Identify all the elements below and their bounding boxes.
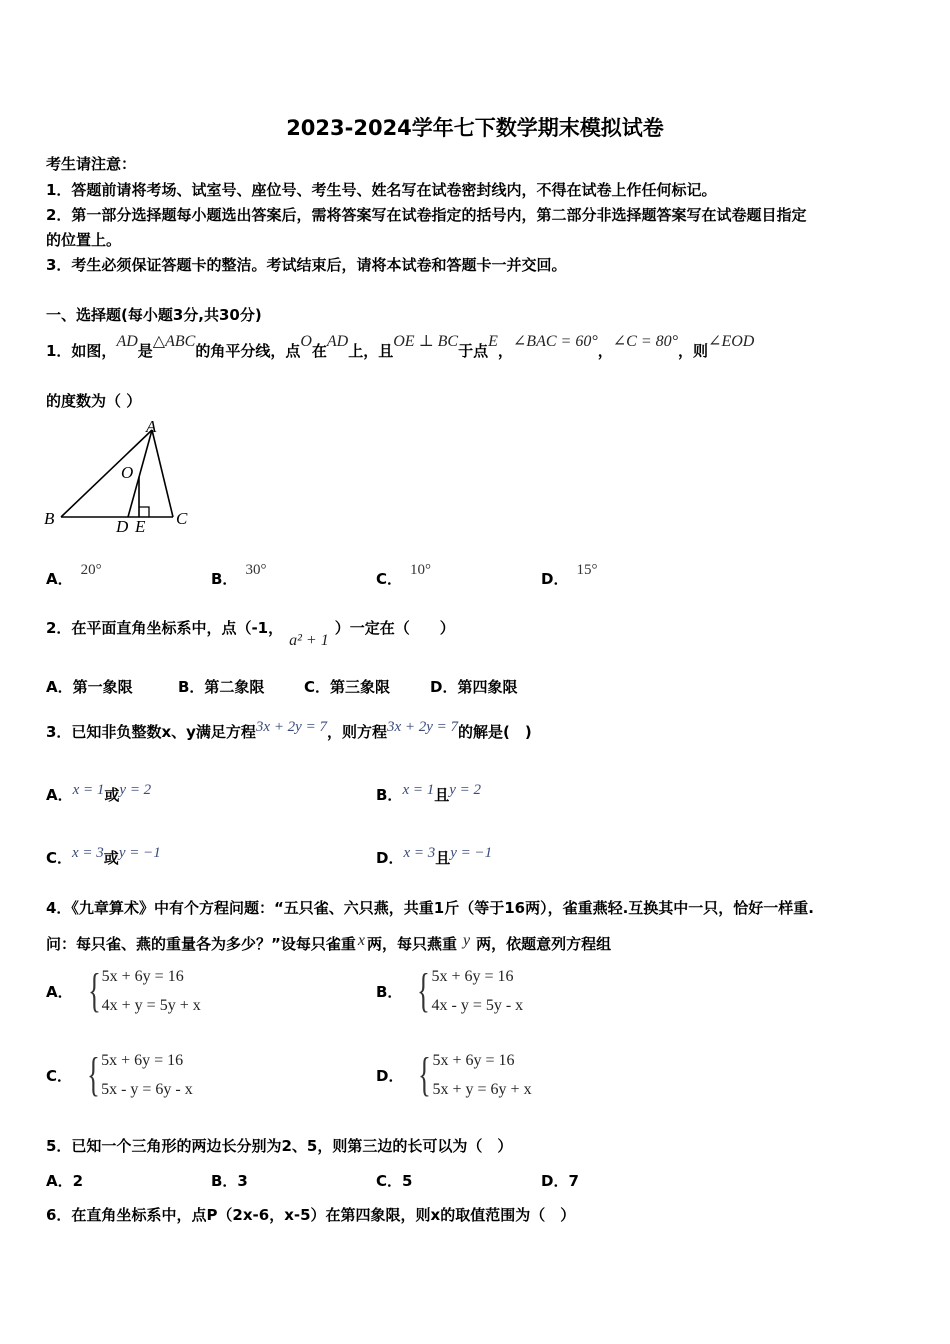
- label-a: A: [146, 418, 157, 436]
- q1-option-d[interactable]: D． 15°: [541, 562, 598, 588]
- q4-option-b[interactable]: B． { 5x + 6y = 16 4x - y = 5y - x: [376, 964, 524, 1017]
- q2-stem: 2．在平面直角坐标系中，点（-1，a² + 1）一定在（ ）: [46, 619, 455, 649]
- right-angle-mark: [139, 507, 149, 517]
- label-e: E: [135, 517, 146, 536]
- label-d: D: [116, 517, 129, 536]
- q3-option-d[interactable]: D．x = 3且y = −1: [376, 845, 493, 867]
- q3-option-a[interactable]: A．x = 1或y = 2: [46, 782, 152, 804]
- q2-option-b[interactable]: B．第二象限: [178, 678, 265, 696]
- q4-stem-line2: 问：每只雀、燕的重量各为多少？”设每只雀重 x 两，每只燕重 y 两，依题意列方程组: [46, 932, 612, 953]
- label-b: B: [44, 509, 55, 528]
- q2-option-a[interactable]: A．第一象限: [46, 678, 133, 696]
- q1-option-b[interactable]: B． 30°: [211, 562, 267, 588]
- q1-stem: 1．如图，AD是△ABC的角平分线，点O在AD上，且OE ⊥ BC于点E，∠BAC = 60°，∠C = 80°，则∠EOD: [46, 333, 755, 360]
- q4-option-d[interactable]: D． { 5x + 6y = 16 5x + y = 6y + x: [376, 1048, 532, 1101]
- q2-option-d[interactable]: D．第四象限: [430, 678, 518, 696]
- q5-option-d[interactable]: D．7: [541, 1172, 579, 1190]
- notice-header: 考生请注意：: [46, 155, 137, 173]
- q5-option-c[interactable]: C．5: [376, 1172, 413, 1190]
- label-o: O: [121, 463, 134, 482]
- q6-stem: 6．在直角坐标系中，点P（2x-6，x-5）在第四象限，则x的取值范围为（ ）: [46, 1206, 576, 1224]
- q5-stem: 5．已知一个三角形的两边长分别为2、5，则第三边的长可以为（ ）: [46, 1137, 513, 1155]
- q1-option-a[interactable]: A． 20°: [46, 562, 102, 588]
- notice-line-1: 1．答题前请将考场、试室号、座位号、考生号、姓名写在试卷密封线内，不得在试卷上作任何标记。: [46, 181, 717, 199]
- notice-line-2a: 2．第一部分选择题每小题选出答案后，需将答案写在试卷指定的括号内，第二部分非选择题答案写在试卷题目指定: [46, 206, 807, 224]
- q1-triangle-figure: [40, 418, 200, 540]
- q3-option-b[interactable]: B．x = 1且y = 2: [376, 782, 482, 804]
- q4-stem-line1: 4．《九章算术》中有个方程问题：“五只雀、六只燕，共重1斤（等于16两），雀重燕轻.互换其中一只，恰好一样重.: [46, 899, 815, 917]
- q1-option-c[interactable]: C． 10°: [376, 562, 432, 588]
- notice-line-2b: 的位置上。: [46, 231, 122, 249]
- q5-option-a[interactable]: A．2: [46, 1172, 84, 1190]
- page-title: 2023-2024学年七下数学期末模拟试卷: [286, 116, 664, 140]
- q3-stem: 3．已知非负整数x、y满足方程3x + 2y = 7，则方程3x + 2y = 7的解是( ): [46, 719, 532, 741]
- side-ac: [152, 430, 173, 517]
- q4-option-a[interactable]: A． { 5x + 6y = 16 4x + y = 5y + x: [46, 964, 201, 1017]
- notice-line-3: 3．考生必须保证答题卡的整洁。考试结束后，请将本试卷和答题卡一并交回。: [46, 256, 567, 274]
- q1-stem-line2: 的度数为（ ）: [46, 392, 142, 410]
- q3-option-c[interactable]: C．x = 3或y = −1: [46, 845, 161, 867]
- q2-option-c[interactable]: C．第三象限: [304, 678, 391, 696]
- label-c: C: [176, 509, 188, 528]
- q4-option-c[interactable]: C． { 5x + 6y = 16 5x - y = 6y - x: [46, 1048, 193, 1101]
- section-heading: 一、选择题(每小题3分,共30分): [46, 306, 262, 324]
- q5-option-b[interactable]: B．3: [211, 1172, 248, 1190]
